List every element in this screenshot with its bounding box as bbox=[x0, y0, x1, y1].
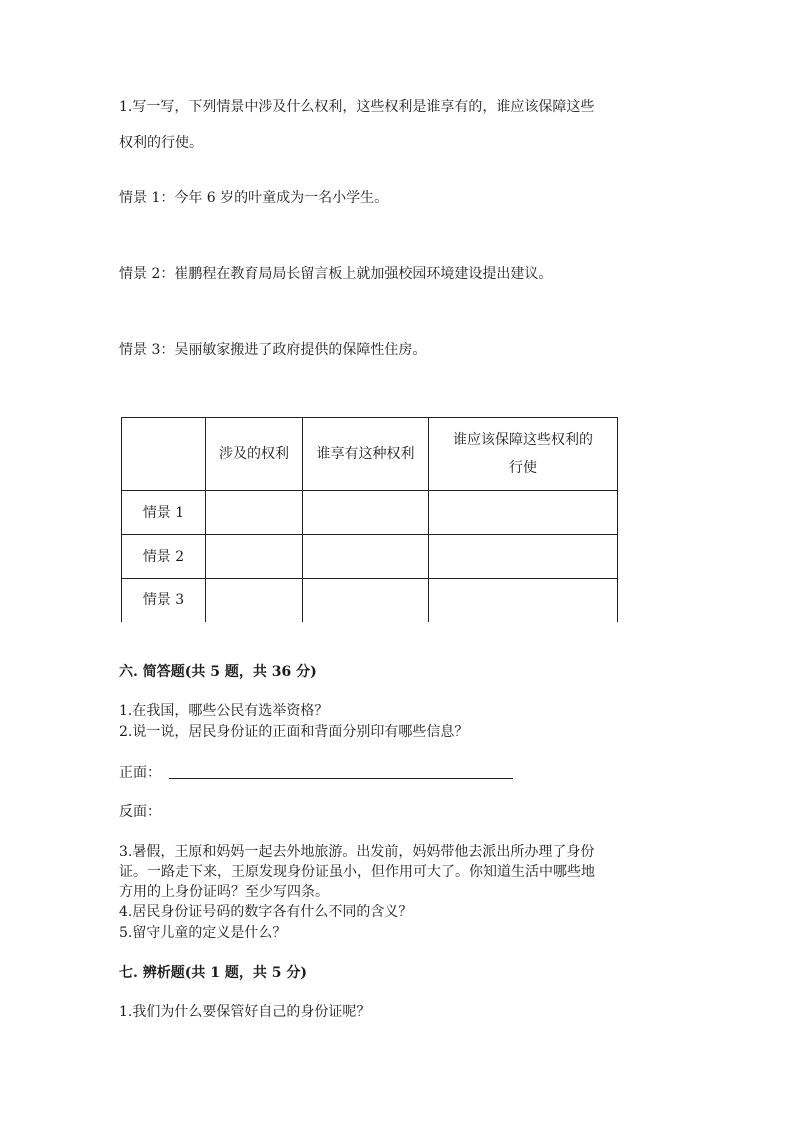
answer-cell[interactable] bbox=[429, 579, 618, 622]
row-label-scenario-3: 情景 3 bbox=[122, 579, 206, 622]
answer-cell[interactable] bbox=[206, 535, 303, 579]
section-6-title: 六. 简答题(共 5 题，共 36 分) bbox=[119, 664, 317, 680]
table-header-holder: 谁享有这种权利 bbox=[303, 418, 429, 491]
table-header-row bbox=[122, 418, 618, 491]
section-6-question-3-line-3: 方用的上身份证吗？至少写四条。 bbox=[119, 884, 329, 900]
section-6-question-3-line-2: 证。一路走下来，王原发现身份证虽小，但作用可大了。你知道生活中哪些地 bbox=[119, 864, 595, 880]
answer-cell[interactable] bbox=[303, 579, 429, 622]
scenario-2: 情景 2：崔鹏程在教育局局长留言板上就加强校园环境建设提出建议。 bbox=[119, 266, 553, 282]
table-header-guarantor-line1: 谁应该保障这些权利的 bbox=[453, 432, 593, 448]
section-6-question-3-line-1: 3.暑假，王原和妈妈一起去外地旅游。出发前，妈妈带他去派出所办理了身份 bbox=[119, 844, 595, 860]
section-7-title: 七. 辨析题(共 1 题，共 5 分) bbox=[119, 965, 307, 981]
table-header-guarantor bbox=[429, 418, 618, 491]
back-label: 反面： bbox=[119, 804, 161, 820]
table-header-guarantor-line2: 行使 bbox=[509, 460, 537, 476]
answer-cell[interactable] bbox=[303, 491, 429, 535]
answer-cell[interactable] bbox=[206, 579, 303, 622]
scenario-3: 情景 3：吴丽敏家搬进了政府提供的保障性住房。 bbox=[119, 342, 427, 358]
section-6-question-4: 4.居民身份证号码的数字各有什么不同的含义？ bbox=[119, 904, 413, 920]
answer-cell[interactable] bbox=[303, 535, 429, 579]
row-label-scenario-1: 情景 1 bbox=[122, 491, 206, 535]
section-6-question-5: 5.留守儿童的定义是什么？ bbox=[119, 925, 287, 941]
front-answer-line[interactable] bbox=[169, 778, 513, 779]
row-label-scenario-2: 情景 2 bbox=[122, 535, 206, 579]
front-label: 正面： bbox=[119, 765, 161, 781]
answer-cell[interactable] bbox=[429, 491, 618, 535]
table-header-empty bbox=[122, 418, 206, 491]
answer-cell[interactable] bbox=[206, 491, 303, 535]
rights-table bbox=[121, 417, 618, 622]
section-6-question-1: 1.在我国，哪些公民有选举资格？ bbox=[119, 703, 329, 719]
answer-cell[interactable] bbox=[429, 535, 618, 579]
section-7-question-1: 1.我们为什么要保管好自己的身份证呢？ bbox=[119, 1004, 371, 1020]
question-1-line-2: 权利的行使。 bbox=[119, 135, 203, 151]
scenario-1: 情景 1：今年 6 岁的叶童成为一名小学生。 bbox=[119, 190, 389, 206]
table-header-right: 涉及的权利 bbox=[206, 418, 303, 491]
table-row bbox=[122, 535, 618, 579]
table-row bbox=[122, 491, 618, 535]
table-row bbox=[122, 579, 618, 622]
question-1-line-1: 1.写一写，下列情景中涉及什么权利，这些权利是谁享有的，谁应该保障这些 bbox=[119, 99, 595, 115]
section-6-question-2: 2.说一说，居民身份证的正面和背面分别印有哪些信息？ bbox=[119, 724, 469, 740]
